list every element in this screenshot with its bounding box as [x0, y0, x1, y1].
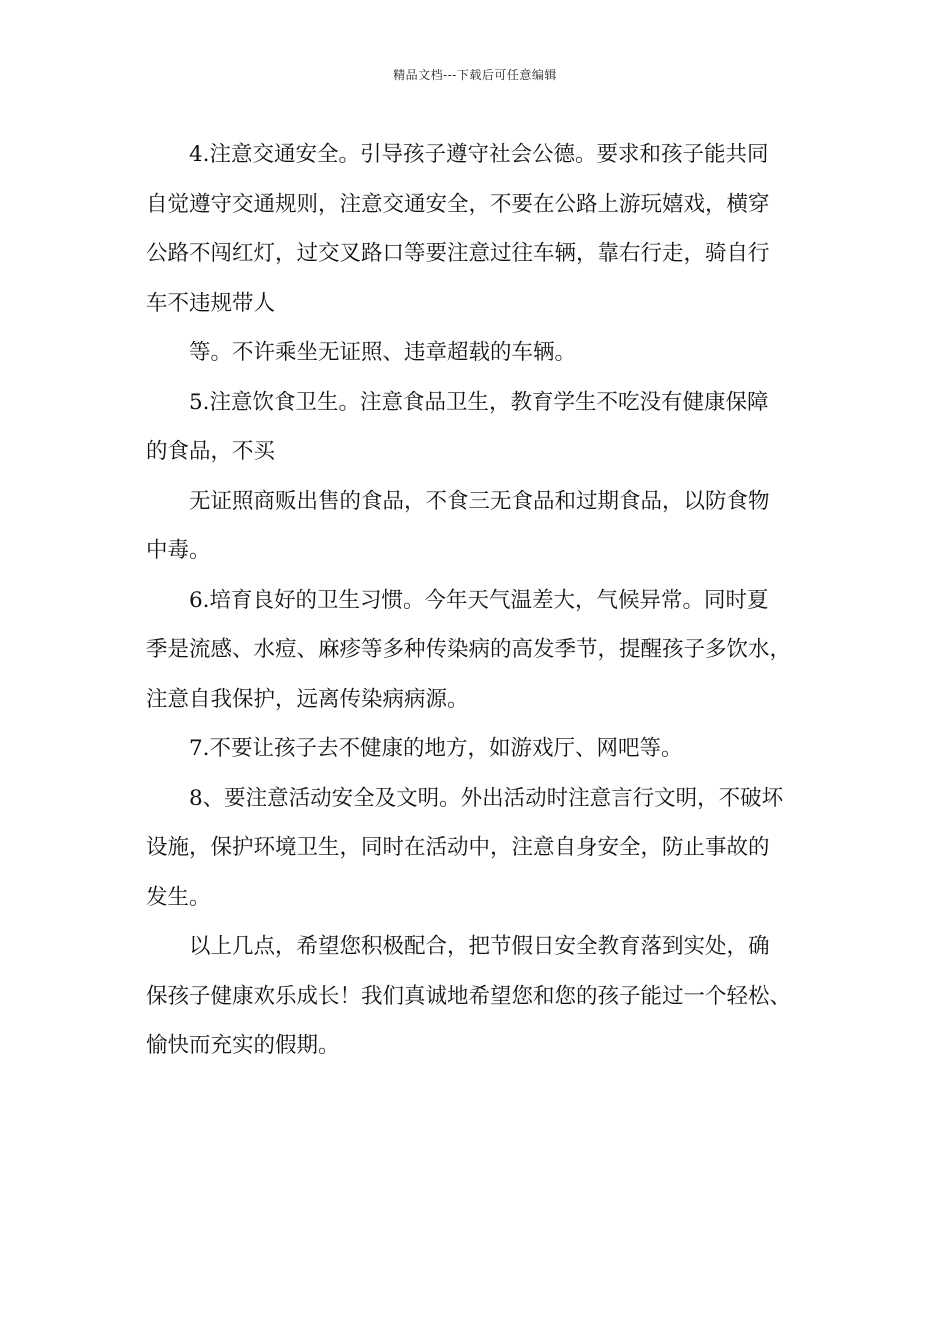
paragraph-line: 中毒。: [146, 538, 211, 563]
paragraph-line: 无证照商贩出售的食品，不食三无食品和过期食品，以防食物: [189, 488, 770, 514]
paragraph-line: 的食品，不买: [146, 439, 276, 464]
document-body: [146, 130, 826, 1071]
paragraph-line: 发生。: [146, 884, 211, 910]
paragraph-line: 公路不闯红灯，过交叉路口等要注意过往车辆，靠右行走，骑自行: [146, 241, 770, 266]
paragraph-line: 4.注意交通安全。引导孩子遵守社会公德。要求和孩子能共同: [189, 142, 769, 167]
paragraph-line: 愉快而充实的假期。: [146, 1033, 340, 1058]
paragraph-line: 车不违规带人: [146, 290, 276, 316]
paragraph-line: 7.不要让孩子去不健康的地方，如游戏厅、网吧等。: [189, 736, 683, 761]
paragraph-line: 以上几点，希望您积极配合，把节假日安全教育落到实处，确: [189, 934, 770, 959]
paragraph-line: 保孩子健康欢乐成长！我们真诚地希望您和您的孩子能过一个轻松、: [146, 983, 792, 1009]
paragraph-line: 设施，保护环境卫生，同时在活动中，注意自身安全，防止事故的: [146, 835, 770, 860]
paragraph-line: 等。不许乘坐无证照、违章超载的车辆。: [189, 340, 577, 365]
paragraph-line: 注意自我保护，远离传染病病源。: [146, 686, 469, 712]
paragraph-line: 季是流感、水痘、麻疹等多种传染病的高发季节，提醒孩子多饮水，: [146, 637, 792, 662]
page-header: 精品文档---下载后可任意编辑: [393, 68, 557, 82]
paragraph-line: 8、要注意活动安全及文明。外出活动时注意言行文明，不破坏: [189, 785, 784, 811]
paragraph-line: 自觉遵守交通规则，注意交通安全，不要在公路上游玩嬉戏，横穿: [146, 191, 770, 217]
paragraph-line: 5.注意饮食卫生。注意食品卫生，教育学生不吃没有健康保障: [189, 389, 769, 415]
paragraph-line: 6.培育良好的卫生习惯。今年天气温差大，气候异常。同时夏: [189, 587, 769, 613]
